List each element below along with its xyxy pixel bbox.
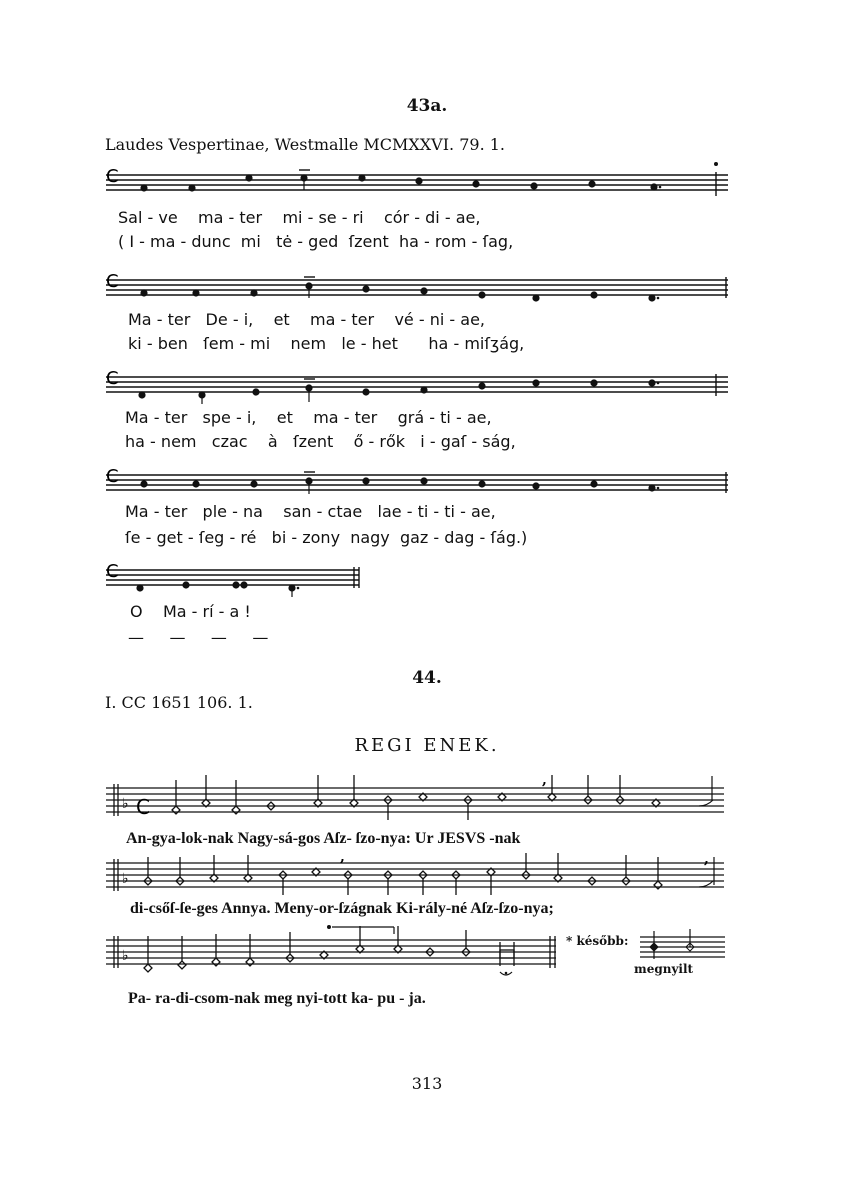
lyrics-row-44-line-1: An-gya-lok-nak Nagy-sá-gos Aſz- ſzo-nya: Ur JESVS -nak	[126, 830, 521, 847]
footnote-label: * később:	[566, 934, 629, 948]
svg-text:C: C	[106, 466, 119, 487]
lyrics-row-44-line-2: di-csőſ-ſe-ges Annya. Meny-or-ſzágnak Ki-rály-né Aſz-ſzo-nya;	[130, 900, 554, 917]
svg-text:C: C	[106, 166, 119, 187]
staff-4	[104, 460, 734, 505]
lyrics-row: Sal - ve ma - ter mi - se - ri cór - di - ae,	[118, 208, 481, 227]
lyrics-row: ſe - get - ſeg - ré bi - zony nagy gaz - dag - ſág.)	[125, 528, 528, 547]
section-number-43a: 43a.	[406, 96, 448, 116]
svg-text:♭: ♭	[122, 796, 129, 812]
svg-text:,: ,	[704, 851, 709, 867]
staff-1	[104, 160, 734, 200]
lyrics-row: — — — —	[128, 628, 269, 647]
svg-text:,: ,	[542, 772, 547, 788]
mensural-staff-1	[104, 770, 744, 825]
lyrics-row: ha - nem czac à ſzent ő - rők i - gaſ - ság,	[125, 432, 516, 451]
footnote-word: megnyilt	[634, 962, 694, 976]
lyrics-row: ki - ben ſem - mi nem le - het ha - miſʒág,	[128, 334, 525, 353]
footnote-staff	[640, 925, 730, 965]
lyrics-row: ( I - ma - dunc mi tė - ged ſzent ha - rom - ſag,	[118, 232, 514, 251]
mensural-staff-2	[104, 845, 744, 900]
svg-text:C: C	[106, 561, 119, 582]
svg-text:C: C	[106, 368, 119, 389]
svg-text:C: C	[106, 271, 119, 292]
lyrics-row: Ma - ter spe - i, et ma - ter grá - ti - ae,	[125, 408, 492, 427]
svg-text:C: C	[136, 795, 150, 819]
mensural-staff-3	[104, 922, 564, 982]
source-citation-44: I. CC 1651 106. 1.	[105, 693, 253, 712]
lyrics-row: Ma - ter De - i, et ma - ter vé - ni - ae,	[128, 310, 486, 329]
section-number-44: 44.	[412, 668, 442, 688]
source-citation-43a: Laudes Vespertinae, Westmalle MCMXXVI. 79. 1.	[105, 135, 506, 154]
staff-5	[104, 555, 374, 605]
svg-text:♭: ♭	[122, 948, 129, 964]
lyrics-row-44-line-3: Pa- ra-di-csom-nak meg nyi-tott ka- pu - ja.	[128, 990, 426, 1007]
svg-text:♭: ♭	[122, 871, 129, 887]
lyrics-row: Ma - ter ple - na san - ctae lae - ti - ti - ae,	[125, 502, 496, 521]
song-subtitle: REGI ENEK.	[354, 735, 500, 756]
lyrics-row: O Ma - rí - a !	[130, 602, 251, 621]
staff-3	[104, 362, 734, 407]
svg-text:,: ,	[340, 849, 345, 865]
page-number: 313	[411, 1074, 443, 1093]
staff-2	[104, 265, 734, 310]
